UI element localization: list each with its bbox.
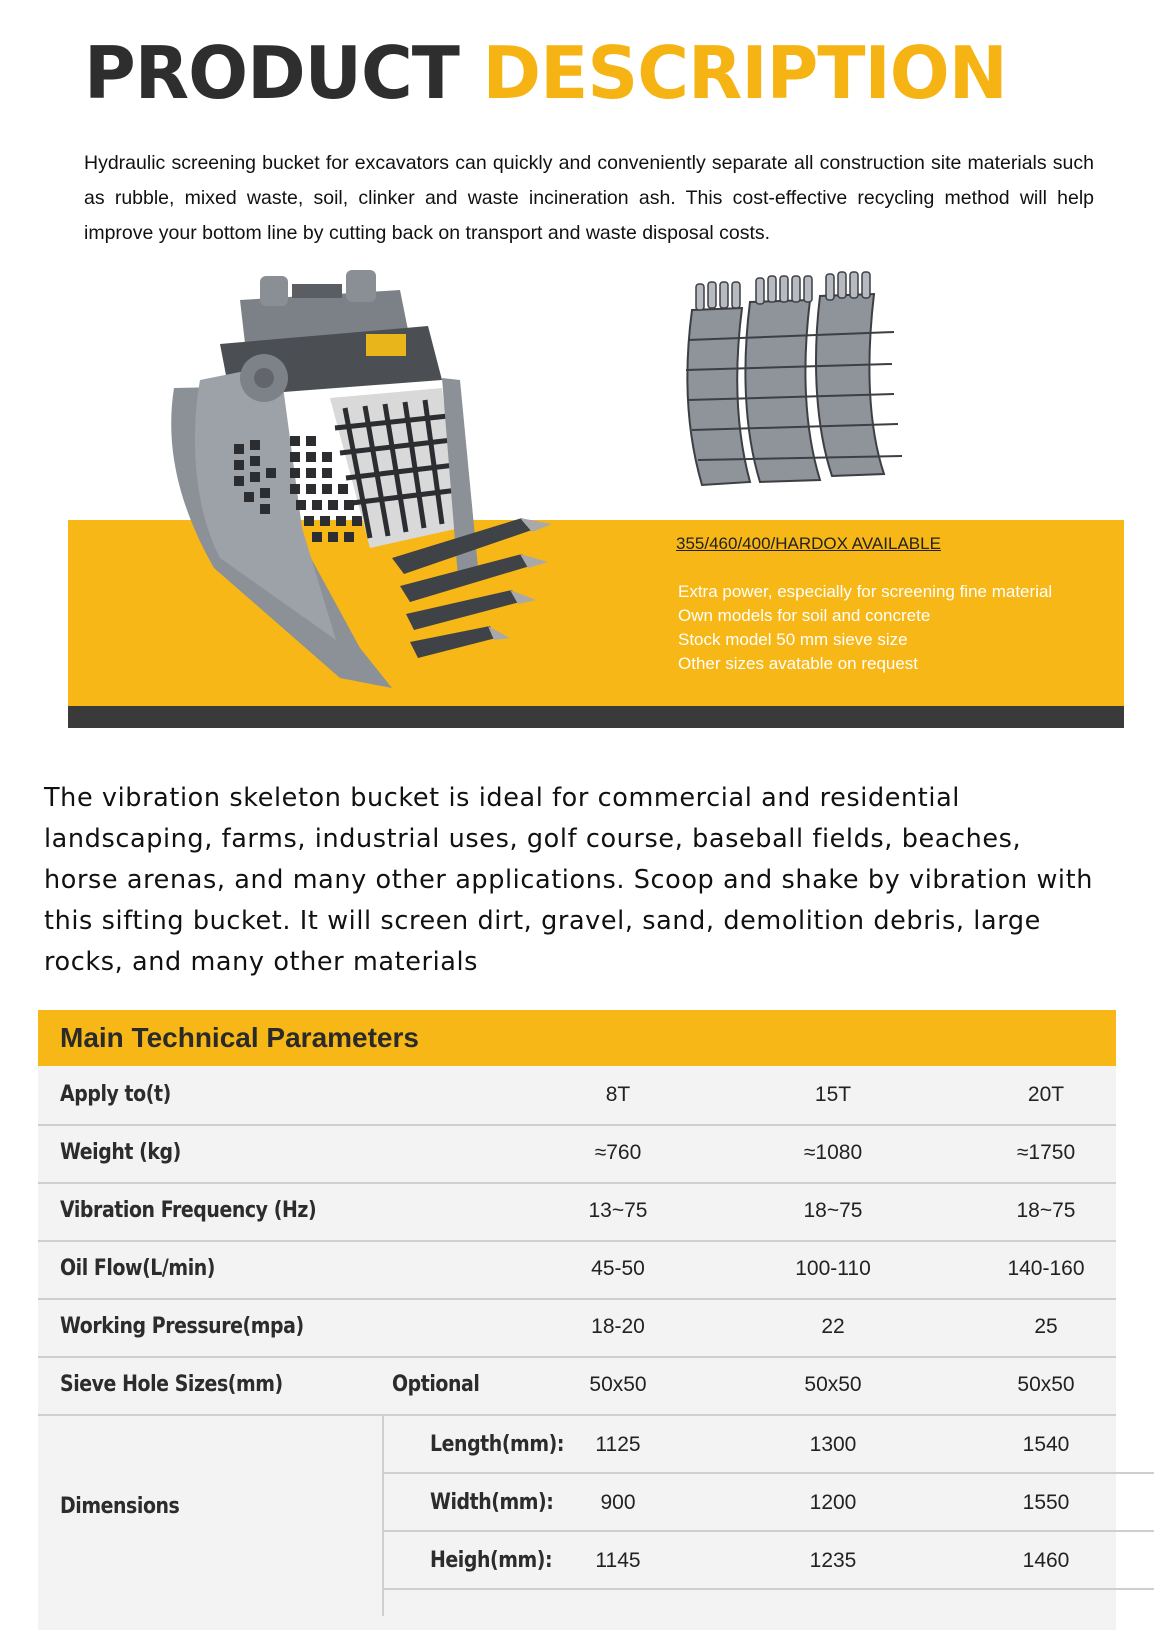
cell-20t: 1550 [1022, 1491, 1070, 1514]
cell-15t: 1235 [809, 1549, 857, 1572]
table-header-bar [38, 1010, 1116, 1066]
cell-8t: ≈760 [594, 1141, 642, 1164]
sieve-teeth-image [680, 270, 930, 495]
cell-15t: 1300 [809, 1433, 857, 1456]
row-label: Working Pressure(mpa) [60, 1314, 304, 1339]
cell-8t: 13~75 [588, 1199, 648, 1222]
cell-8t: 8T [605, 1083, 631, 1106]
cell-20t: 50x50 [1017, 1373, 1075, 1396]
table-row-length [382, 1416, 1154, 1474]
cell-20t: 18~75 [1016, 1199, 1076, 1222]
title-word-description: DESCRIPTION [482, 31, 1007, 115]
intro-paragraph: Hydraulic screening bucket for excavators can quickly and conveniently separate all construction site materials such as rubble, mixed waste, soil, clinker and waste incineration ash. This cost-effective recycling method will help improve your bottom line by cutting back on transport and waste disposal costs. [84, 152, 1094, 244]
cell-20t: ≈1750 [1016, 1141, 1076, 1164]
cell-20t: 1460 [1022, 1549, 1070, 1572]
cell-8t: 50x50 [589, 1373, 647, 1396]
technical-parameters-table [38, 1010, 1116, 1630]
feature-item: Other sizes avatable on request [678, 654, 919, 673]
row-sublabel: Width(mm): [430, 1490, 554, 1515]
cell-8t: 1125 [595, 1433, 641, 1456]
cell-15t: ≈1080 [803, 1141, 863, 1164]
cell-20t: 20T [1027, 1083, 1065, 1106]
cell-20t: 1540 [1022, 1433, 1070, 1456]
table-row-height [382, 1532, 1154, 1590]
cell-20t: 25 [1034, 1315, 1058, 1338]
row-sublabel: Heigh(mm): [430, 1548, 553, 1573]
table-title: Main Technical Parameters [60, 1022, 419, 1053]
cell-8t: 900 [600, 1491, 636, 1514]
table-row-vibration-frequency [38, 1182, 1116, 1242]
cell-15t: 22 [821, 1315, 845, 1338]
row-sublabel: Optional [392, 1372, 480, 1397]
row-label: Apply to(t) [60, 1082, 171, 1107]
feature-item: Extra power, especially for screening fine material [678, 582, 1053, 601]
feature-list [678, 580, 1052, 676]
cell-15t: 100-110 [795, 1257, 871, 1280]
table-row-apply-to [38, 1066, 1116, 1126]
row-label: Vibration Frequency (Hz) [60, 1198, 317, 1223]
table-row-working-pressure [38, 1298, 1116, 1358]
row-label: Oil Flow(L/min) [60, 1256, 216, 1281]
banner-dark-strip [68, 706, 1124, 728]
table-row-oil-flow [38, 1240, 1116, 1300]
row-label: Sieve Hole Sizes(mm) [60, 1372, 283, 1397]
cell-8t: 45-50 [591, 1257, 645, 1280]
table-row-weight [38, 1124, 1116, 1184]
feature-item: Own models for soil and concrete [678, 606, 931, 625]
row-sublabel: Length(mm): [430, 1432, 564, 1457]
steel-grade-label: 355/460/400/HARDOX AVAILABLE [676, 534, 941, 553]
cell-20t: 140-160 [1007, 1257, 1085, 1280]
cell-8t: 1145 [595, 1549, 641, 1572]
title-word-product: PRODUCT [84, 31, 459, 115]
table-row-width [382, 1474, 1154, 1532]
cell-15t: 50x50 [804, 1373, 862, 1396]
cell-15t: 15T [814, 1083, 852, 1106]
cell-15t: 1200 [809, 1491, 857, 1514]
dimensions-label: Dimensions [60, 1494, 180, 1519]
page-title [84, 28, 1007, 118]
row-label: Weight (kg) [60, 1140, 181, 1165]
table-row-sieve-hole-sizes [38, 1356, 1116, 1416]
cell-8t: 18-20 [591, 1315, 645, 1338]
screening-bucket-image [160, 268, 580, 704]
application-description: The vibration skeleton bucket is ideal for commercial and residential landscaping, farms, industrial uses, golf course, baseball fields, beaches, horse arenas, and many other applications. Scoop and shake by vibration with this sifting bucket. It will screen dirt, gravel, sand, demolition debris, large rocks, and many other materials [44, 783, 1093, 977]
cell-15t: 18~75 [803, 1199, 863, 1222]
feature-item: Stock model 50 mm sieve size [678, 630, 908, 649]
